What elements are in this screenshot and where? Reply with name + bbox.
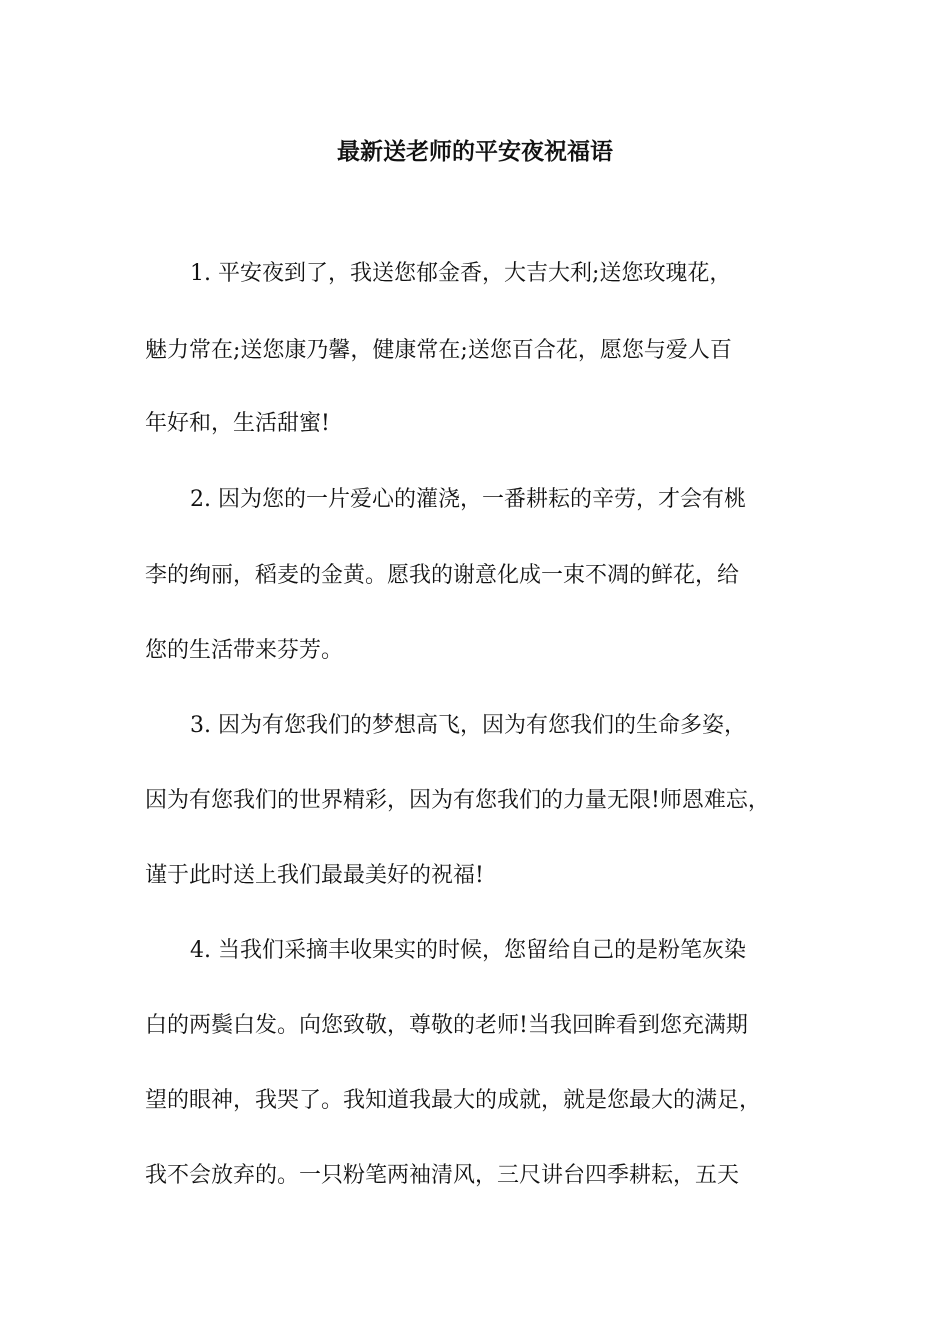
paragraph-1-line-1: 1. 平安夜到了，我送您郁金香，大吉大利;送您玫瑰花， (190, 261, 732, 286)
paragraph-4-line-2: 白的两鬓白发。向您致敬，尊敬的老师!当我回眸看到您充满期 (145, 1013, 748, 1038)
paragraph-4-line-1: 4. 当我们采摘丰收果实的时候，您留给自己的是粉笔灰染 (190, 938, 746, 963)
paragraph-1-line-2: 魅力常在;送您康乃馨，健康常在;送您百合花，愿您与爱人百 (145, 338, 732, 363)
paragraph-3-line-3: 谨于此时送上我们最最美好的祝福! (145, 863, 484, 888)
paragraph-4-line-4: 我不会放弃的。一只粉笔两袖清风，三尺讲台四季耕耘，五天 (145, 1163, 740, 1188)
paragraph-4-line-3: 望的眼神，我哭了。我知道我最大的成就，就是您最大的满足， (145, 1088, 762, 1113)
paragraph-2-line-3: 您的生活带来芬芳。 (145, 638, 344, 663)
paragraph-3-line-2: 因为有您我们的世界精彩，因为有您我们的力量无限!师恩难忘， (145, 788, 770, 813)
paragraph-3-line-1: 3. 因为有您我们的梦想高飞，因为有您我们的生命多姿， (190, 713, 746, 738)
paragraph-2-line-2: 李的绚丽，稻麦的金黄。愿我的谢意化成一束不凋的鲜花，给 (145, 563, 740, 588)
paragraph-1-line-3: 年好和，生活甜蜜! (145, 411, 330, 436)
paragraph-2-line-1: 2. 因为您的一片爱心的灌浇，一番耕耘的辛劳，才会有桃 (190, 487, 746, 512)
document-title: 最新送老师的平安夜祝福语 (337, 138, 613, 165)
